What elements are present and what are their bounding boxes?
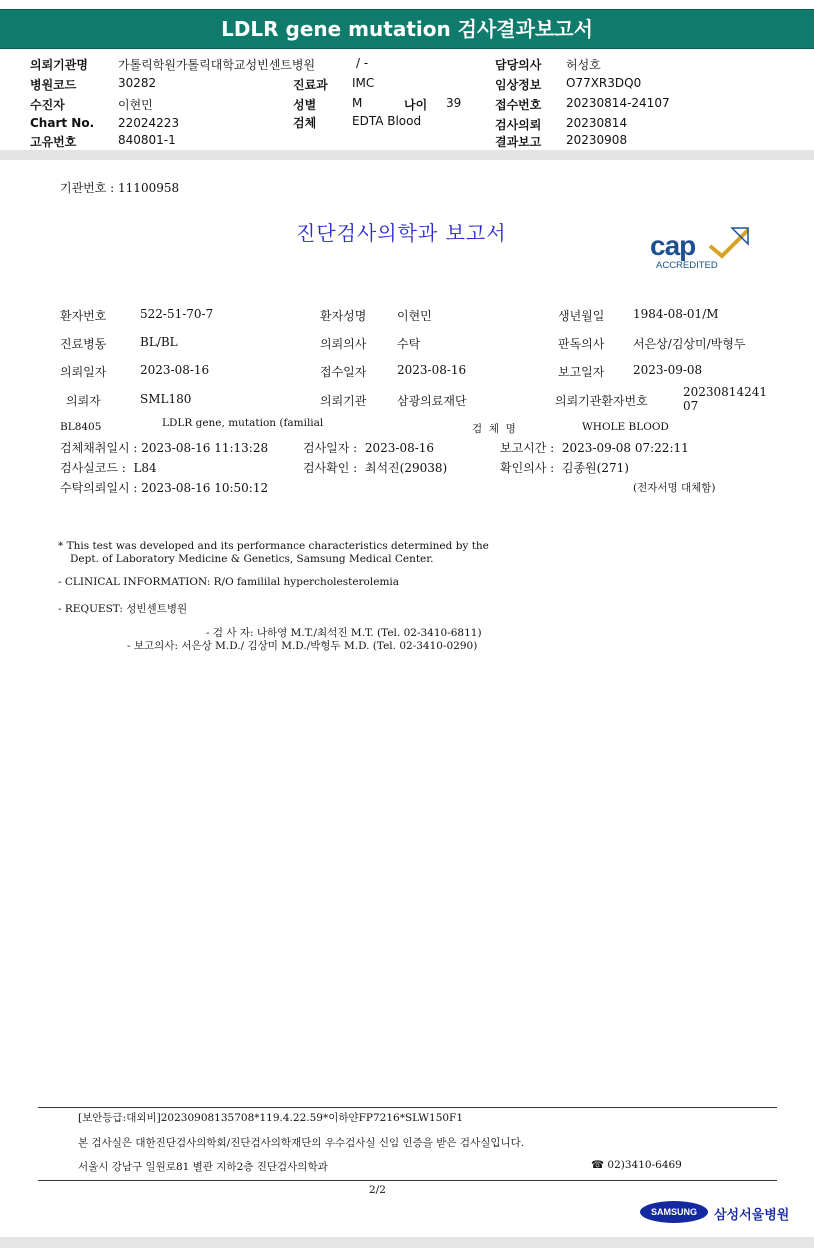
header-value-sex: M: [352, 96, 363, 110]
specimen-value: WHOLE BLOOD: [582, 421, 669, 433]
info-value-request-institution: 삼광의료재단: [397, 394, 467, 408]
header-label-unique-no: 고유번호: [30, 135, 77, 149]
header-label-department: 진료과: [293, 78, 328, 92]
header-label-clinical-info: 임상정보: [495, 78, 542, 92]
header-value-clinical-info: O77XR3DQ0: [566, 76, 642, 90]
header-value-result-date: 20230908: [566, 133, 628, 147]
info-value-request-doctor: 수탁: [397, 337, 421, 351]
cap-accredited-logo: [648, 226, 752, 274]
institution-number: 기관번호 : 11100958: [60, 181, 180, 195]
header-value-patient: 이현민: [118, 98, 153, 112]
info-value-ward: BL/BL: [140, 335, 178, 349]
report-title: LDLR gene mutation 검사결과보고서: [221, 17, 593, 41]
header-label-sex: 성별: [293, 98, 317, 112]
detail-request-time: 수탁의뢰일시 : 2023-08-16 10:50:12: [60, 481, 269, 495]
test-code: BL8405: [60, 421, 102, 433]
info-label-requester: 의뢰자: [66, 394, 101, 408]
hospital-name: 삼성서울병원: [714, 1208, 790, 1223]
header-value-hospital-code: 30282: [118, 76, 157, 90]
document-title: 진단검사의학과 보고서: [296, 221, 507, 245]
header-value-request-date: 20230814: [566, 116, 628, 130]
header-value-institution: 가톨릭학원가톨릭대학교성빈센트병원: [118, 58, 316, 72]
info-value-patient-name: 이현민: [397, 309, 432, 323]
info-label-patient-no: 환자번호: [60, 309, 107, 323]
lab-phone: ☎ 02)3410-6469: [591, 1159, 682, 1171]
note-line-1: * This test was developed and its performance characteristics determined by the: [58, 540, 489, 552]
info-label-institution-patient-no: 의뢰기관환자번호: [555, 394, 648, 408]
header-label-doctor: 담당의사: [495, 58, 542, 72]
footer-bottom-rule: [38, 1180, 777, 1181]
header-value-chart-no: 22024223: [118, 116, 180, 130]
header-value-doctor: 허성호: [566, 58, 601, 72]
detail-report-time: 보고시간 : 2023-09-08 07:22:11: [500, 441, 689, 455]
header-label-hospital-code: 병원코드: [30, 78, 77, 92]
header-separator: [0, 150, 814, 160]
header-label-receipt-no: 접수번호: [495, 98, 542, 112]
info-value-reading-doctor: 서은상/김상미/박형두: [633, 337, 746, 351]
info-value-receipt-date: 2023-08-16: [397, 363, 467, 377]
detail-lab-code: 검사실코드 : L84: [60, 461, 157, 475]
info-label-request-institution: 의뢰기관: [320, 394, 367, 408]
info-label-receipt-date: 접수일자: [320, 365, 367, 379]
page-bottom-band: [0, 1237, 814, 1248]
request-line: - REQUEST: 성빈센트병원: [58, 603, 188, 615]
tester-line: - 검 사 자: 나하영 M.T./최석진 M.T. (Tel. 02-3410-6811): [206, 627, 482, 639]
e-signature-note: (전자서명 대체함): [633, 482, 716, 494]
info-label-request-doctor: 의뢰의사: [320, 337, 367, 351]
lab-address: 서울시 강남구 일원로81 별관 지하2층 진단검사의학과: [78, 1161, 328, 1173]
info-value-patient-no: 522-51-70-7: [140, 307, 214, 321]
header-mid-slash: / -: [356, 56, 369, 70]
info-value-report-date: 2023-09-08: [633, 363, 703, 377]
header-label-patient: 수진자: [30, 98, 65, 112]
test-name: LDLR gene, mutation (familial: [162, 417, 324, 429]
header-value-receipt-no: 20230814-24107: [566, 96, 670, 110]
cap-logo-text: cap: [650, 230, 696, 261]
footer-top-rule: [38, 1107, 777, 1108]
detail-collection-time: 검체채취일시 : 2023-08-16 11:13:28: [60, 441, 269, 455]
header-value-department: IMC: [352, 76, 375, 90]
info-value-requester: SML180: [140, 392, 192, 406]
reporter-line: - 보고의사: 서은상 M.D./ 김상미 M.D./박형두 M.D. (Tel. 02-3410-0290): [127, 640, 478, 652]
header-label-specimen: 검체: [293, 116, 317, 130]
info-label-reading-doctor: 판독의사: [558, 337, 605, 351]
security-stamp: [보안등급:대외비]20230908135708*119.4.22.59*이하얀FP7216*SLW150F1: [78, 1112, 464, 1124]
header-label-institution: 의뢰기관명: [30, 58, 88, 72]
detail-confirm-doctor: 확인의사 : 김종원(271): [500, 461, 629, 475]
header-value-age: 39: [446, 96, 462, 110]
header-label-age: 나이: [404, 98, 428, 112]
header-label-chart-no: Chart No.: [30, 116, 95, 130]
note-line-2: Dept. of Laboratory Medicine & Genetics, Samsung Medical Center.: [70, 553, 434, 565]
samsung-logo: [640, 1201, 708, 1223]
info-value-birth-date: 1984-08-01/M: [633, 307, 719, 321]
cap-accredited-text: ACCREDITED: [656, 260, 718, 271]
page-number: 2/2: [369, 1184, 386, 1196]
info-label-ward: 진료병동: [60, 337, 107, 351]
info-label-request-date: 의뢰일자: [60, 365, 107, 379]
header-label-result-date: 결과보고: [495, 135, 542, 149]
info-label-report-date: 보고일자: [558, 365, 605, 379]
info-value-request-date: 2023-08-16: [140, 363, 210, 377]
clinical-information: - CLINICAL INFORMATION: R/O famililal hypercholesterolemia: [58, 576, 400, 588]
samsung-logo-text: SAMSUNG: [650, 1207, 697, 1217]
detail-test-date: 검사일자 : 2023-08-16: [303, 441, 435, 455]
header-label-request-date: 검사의뢰: [495, 118, 542, 132]
info-label-birth-date: 생년월일: [558, 309, 605, 323]
info-value-institution-patient-no: 2023081424107: [683, 385, 767, 413]
info-label-patient-name: 환자성명: [320, 309, 367, 323]
specimen-label: 검 체 명: [472, 423, 516, 435]
report-title-bar: [0, 9, 814, 49]
detail-test-confirm: 검사확인 : 최석진(29038): [303, 461, 448, 475]
header-value-specimen: EDTA Blood: [352, 114, 422, 128]
certification-note: 본 검사실은 대한진단검사의학회/진단검사의학재단의 우수검사실 신임 인증을 받은 검사실입니다.: [78, 1137, 525, 1149]
header-value-unique-no: 840801-1: [118, 133, 176, 147]
